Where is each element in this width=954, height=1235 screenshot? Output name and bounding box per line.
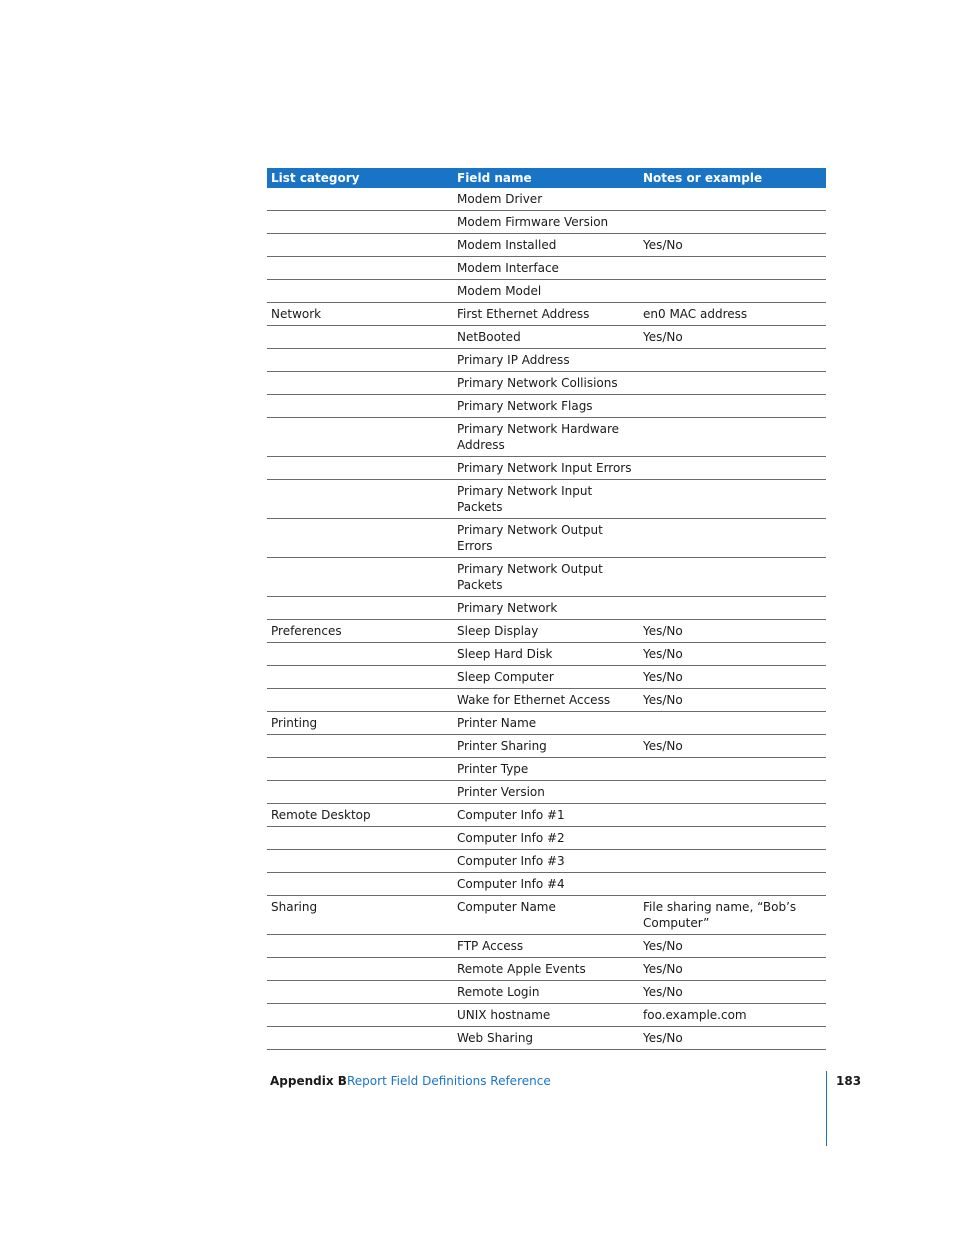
- table-row: [267, 211, 826, 234]
- cell-field-name: Primary Network Flags: [453, 395, 639, 418]
- cell-notes: Yes/No: [639, 689, 826, 712]
- cell-notes: Yes/No: [639, 643, 826, 666]
- cell-list-category: [267, 257, 453, 280]
- cell-list-category: [267, 935, 453, 958]
- cell-field-name: Web Sharing: [453, 1027, 639, 1050]
- cell-list-category: [267, 781, 453, 804]
- table-row: [267, 758, 826, 781]
- table-row: [267, 1004, 826, 1027]
- table-row: [267, 1027, 826, 1050]
- cell-field-name: FTP Access: [453, 935, 639, 958]
- table-row: [267, 781, 826, 804]
- cell-list-category: [267, 519, 453, 558]
- table-row: [267, 395, 826, 418]
- cell-notes: foo.example.com: [639, 1004, 826, 1027]
- cell-notes: Yes/No: [639, 935, 826, 958]
- cell-field-name: Computer Info #2: [453, 827, 639, 850]
- cell-notes: [639, 349, 826, 372]
- table-row: [267, 418, 826, 457]
- cell-field-name: UNIX hostname: [453, 1004, 639, 1027]
- cell-field-name: Printer Sharing: [453, 735, 639, 758]
- cell-field-name: First Ethernet Address: [453, 303, 639, 326]
- cell-notes: [639, 519, 826, 558]
- cell-list-category: [267, 326, 453, 349]
- cell-field-name: Printer Name: [453, 712, 639, 735]
- cell-notes: Yes/No: [639, 958, 826, 981]
- cell-notes: Yes/No: [639, 666, 826, 689]
- table-row: [267, 827, 826, 850]
- cell-field-name: Computer Info #4: [453, 873, 639, 896]
- cell-list-category: [267, 349, 453, 372]
- table-row: [267, 257, 826, 280]
- cell-list-category: [267, 643, 453, 666]
- cell-field-name: Wake for Ethernet Access: [453, 689, 639, 712]
- report-fields-table: [267, 168, 826, 1050]
- table-row: [267, 280, 826, 303]
- cell-field-name: Modem Firmware Version: [453, 211, 639, 234]
- cell-field-name: Primary Network Output Packets: [453, 558, 639, 597]
- cell-notes: Yes/No: [639, 735, 826, 758]
- cell-list-category: [267, 850, 453, 873]
- cell-field-name: Printer Version: [453, 781, 639, 804]
- cell-list-category: Preferences: [267, 620, 453, 643]
- cell-field-name: NetBooted: [453, 326, 639, 349]
- cell-field-name: Computer Name: [453, 896, 639, 935]
- cell-field-name: Sleep Computer: [453, 666, 639, 689]
- footer-chapter-title: Report Field Definitions Reference: [347, 1074, 551, 1088]
- cell-notes: [639, 480, 826, 519]
- table-row: [267, 558, 826, 597]
- cell-notes: [639, 395, 826, 418]
- cell-list-category: [267, 758, 453, 781]
- cell-notes: Yes/No: [639, 981, 826, 1004]
- cell-notes: [639, 188, 826, 211]
- cell-list-category: [267, 827, 453, 850]
- cell-field-name: Primary Network Hardware Address: [453, 418, 639, 457]
- table-row: [267, 349, 826, 372]
- table-row: [267, 689, 826, 712]
- cell-list-category: [267, 689, 453, 712]
- table-row: [267, 735, 826, 758]
- cell-field-name: Primary IP Address: [453, 349, 639, 372]
- table-row: [267, 620, 826, 643]
- table-body: [267, 188, 826, 1050]
- cell-notes: Yes/No: [639, 620, 826, 643]
- cell-notes: [639, 873, 826, 896]
- cell-notes: [639, 418, 826, 457]
- cell-notes: [639, 781, 826, 804]
- cell-field-name: Sleep Display: [453, 620, 639, 643]
- cell-list-category: [267, 418, 453, 457]
- cell-field-name: Primary Network: [453, 597, 639, 620]
- table-row: [267, 372, 826, 395]
- cell-notes: Yes/No: [639, 234, 826, 257]
- cell-list-category: Printing: [267, 712, 453, 735]
- cell-list-category: [267, 958, 453, 981]
- footer-divider: [826, 1071, 827, 1146]
- table-row: [267, 457, 826, 480]
- cell-notes: [639, 457, 826, 480]
- cell-notes: File sharing name, “Bob’s Computer”: [639, 896, 826, 935]
- table-row: [267, 958, 826, 981]
- cell-field-name: Modem Interface: [453, 257, 639, 280]
- cell-list-category: Sharing: [267, 896, 453, 935]
- cell-field-name: Remote Apple Events: [453, 958, 639, 981]
- cell-list-category: [267, 735, 453, 758]
- table-row: [267, 480, 826, 519]
- cell-notes: [639, 850, 826, 873]
- cell-list-category: [267, 457, 453, 480]
- cell-list-category: [267, 666, 453, 689]
- page-number: 183: [836, 1074, 862, 1088]
- cell-list-category: [267, 188, 453, 211]
- table-row: [267, 850, 826, 873]
- cell-notes: [639, 372, 826, 395]
- cell-list-category: [267, 280, 453, 303]
- table-header-row: [267, 168, 826, 188]
- cell-notes: [639, 280, 826, 303]
- table-row: [267, 804, 826, 827]
- cell-list-category: Remote Desktop: [267, 804, 453, 827]
- cell-list-category: [267, 211, 453, 234]
- cell-list-category: [267, 981, 453, 1004]
- cell-field-name: Primary Network Input Errors: [453, 457, 639, 480]
- cell-list-category: [267, 234, 453, 257]
- cell-field-name: Sleep Hard Disk: [453, 643, 639, 666]
- cell-field-name: Computer Info #1: [453, 804, 639, 827]
- cell-notes: [639, 211, 826, 234]
- table-row: [267, 597, 826, 620]
- cell-list-category: [267, 873, 453, 896]
- cell-notes: en0 MAC address: [639, 303, 826, 326]
- table-row: [267, 873, 826, 896]
- cell-notes: [639, 804, 826, 827]
- table-row: [267, 519, 826, 558]
- cell-notes: [639, 597, 826, 620]
- cell-field-name: Modem Driver: [453, 188, 639, 211]
- cell-field-name: Modem Model: [453, 280, 639, 303]
- cell-field-name: Computer Info #3: [453, 850, 639, 873]
- cell-notes: [639, 712, 826, 735]
- cell-notes: Yes/No: [639, 326, 826, 349]
- cell-field-name: Primary Network Output Errors: [453, 519, 639, 558]
- cell-field-name: Printer Type: [453, 758, 639, 781]
- cell-notes: Yes/No: [639, 1027, 826, 1050]
- table-row: [267, 188, 826, 211]
- header-notes-or-example: Notes or example: [639, 168, 826, 188]
- cell-list-category: Network: [267, 303, 453, 326]
- header-field-name: Field name: [453, 168, 639, 188]
- cell-field-name: Primary Network Collisions: [453, 372, 639, 395]
- cell-field-name: Primary Network Input Packets: [453, 480, 639, 519]
- cell-notes: [639, 827, 826, 850]
- table-row: [267, 935, 826, 958]
- cell-list-category: [267, 1004, 453, 1027]
- cell-notes: [639, 257, 826, 280]
- table-row: [267, 896, 826, 935]
- cell-list-category: [267, 597, 453, 620]
- table-row: [267, 981, 826, 1004]
- table-row: [267, 326, 826, 349]
- cell-list-category: [267, 395, 453, 418]
- cell-notes: [639, 758, 826, 781]
- cell-list-category: [267, 558, 453, 597]
- cell-field-name: Modem Installed: [453, 234, 639, 257]
- cell-list-category: [267, 1027, 453, 1050]
- table-row: [267, 303, 826, 326]
- cell-list-category: [267, 480, 453, 519]
- table-row: [267, 712, 826, 735]
- table-row: [267, 643, 826, 666]
- footer-chapter-label: Appendix B: [270, 1074, 347, 1088]
- table-row: [267, 234, 826, 257]
- table-row: [267, 666, 826, 689]
- cell-notes: [639, 558, 826, 597]
- cell-list-category: [267, 372, 453, 395]
- cell-field-name: Remote Login: [453, 981, 639, 1004]
- header-list-category: List category: [267, 168, 453, 188]
